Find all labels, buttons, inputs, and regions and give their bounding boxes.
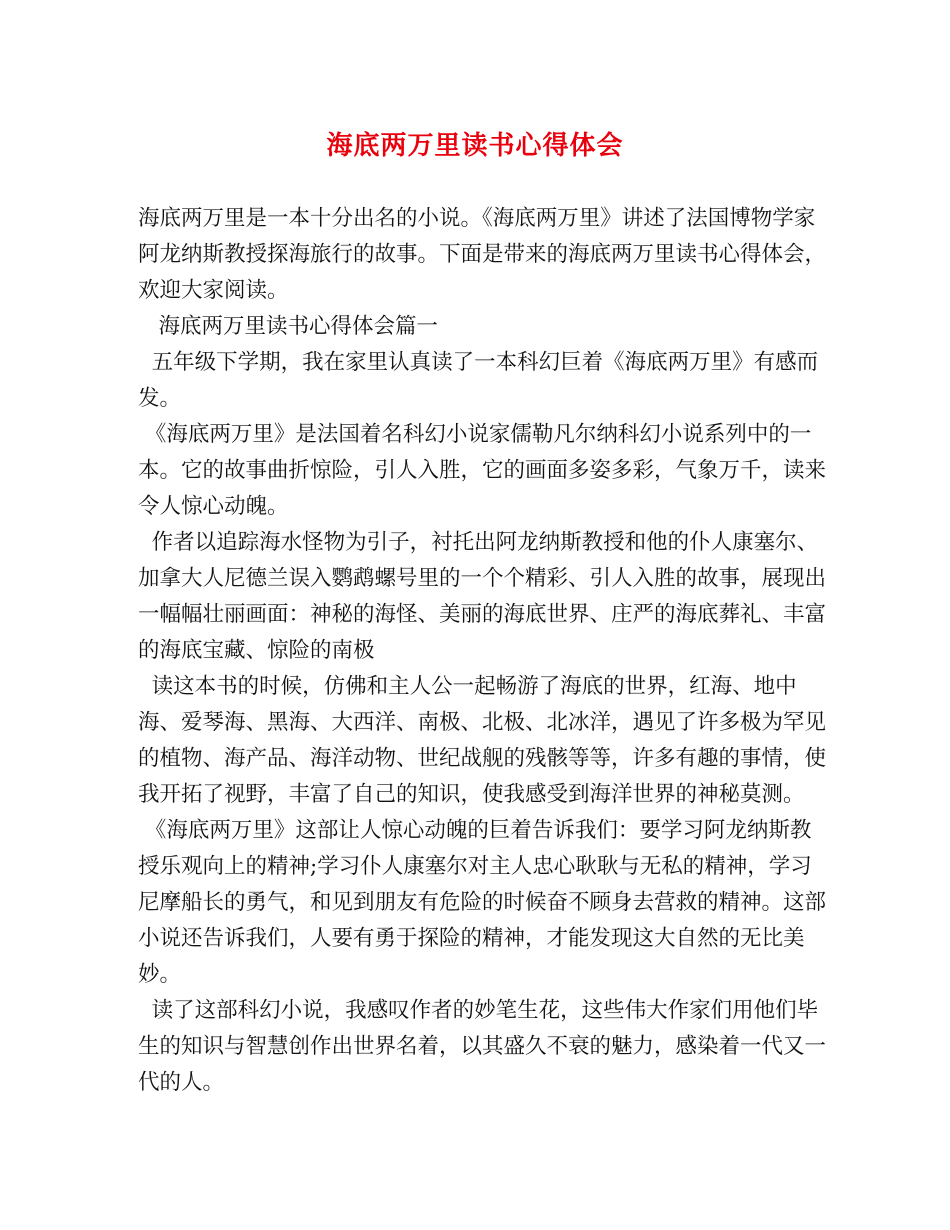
document-title: 海底两万里读书心得体会 (326, 131, 624, 161)
paragraph-2: 《海底两万里》是法国着名科幻小说家儒勒凡尔纳科幻小说系列中的一本。它的故事曲折惊险，引人入胜，它的画面多姿多彩，气象万千，读来令人惊心动魄。 (138, 422, 827, 519)
document-body (138, 201, 828, 1101)
paragraph-intro: 海底两万里是一本十分出名的小说。《海底两万里》讲述了法国博物学家阿龙纳斯教授探海旅行的故事。下面是带来的海底两万里读书心得体会，欢迎大家阅读。 (138, 206, 827, 303)
paragraph-3: 作者以追踪海水怪物为引子，衬托出阿龙纳斯教授和他的仆人康塞尔、加拿大人尼德兰误入鹦鹉螺号里的一个个精彩、引人入胜的故事，展现出一幅幅壮丽画面：神秘的海怪、美丽的海底世界、庄严的海底葬礼、丰富的海底宝藏、惊险的南极 (138, 530, 827, 663)
paragraph-4: 读这本书的时候，仿佛和主人公一起畅游了海底的世界，红海、地中海、爱琴海、黑海、大西洋、南极、北极、北冰洋，遇见了许多极为罕见的植物、海产品、海洋动物、世纪战舰的残骸等等，许多有趣的事情，使我开拓了视野，丰富了自己的知识，使我感受到海洋世界的神秘莫测。 (138, 674, 827, 807)
paragraph-1: 五年级下学期，我在家里认真读了一本科幻巨着《海底两万里》有感而发。 (138, 350, 819, 411)
paragraph-section-heading: 海底两万里读书心得体会篇一 (138, 314, 439, 339)
paragraph-5: 《海底两万里》这部让人惊心动魄的巨着告诉我们：要学习阿龙纳斯教授乐观向上的精神;学习仆人康塞尔对主人忠心耿耿与无私的精神，学习尼摩船长的勇气，和见到朋友有危险的时候奋不顾身去营救的精神。这部小说还告诉我们，人要有勇于探险的精神，才能发现这大自然的无比美妙。 (138, 818, 827, 987)
paragraph-6: 读了这部科幻小说，我感叹作者的妙笔生花，这些伟大作家们用他们毕生的知识与智慧创作出世界名着，以其盛久不衰的魅力，感染着一代又一代的人。 (138, 998, 827, 1095)
